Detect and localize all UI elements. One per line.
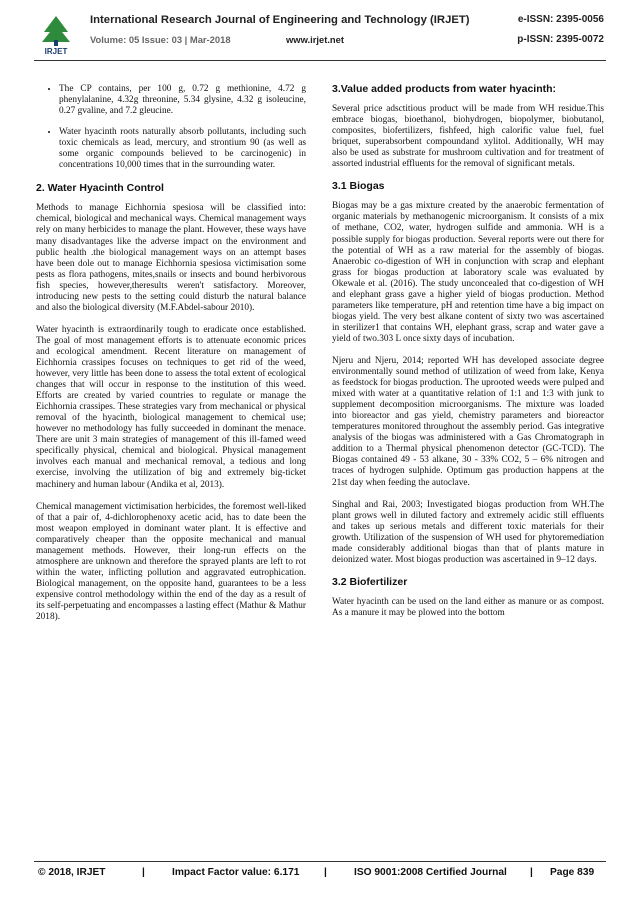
left-column — [36, 84, 306, 634]
p-issn: p-ISSN: 2395-0072 — [517, 34, 604, 45]
impact-factor: Impact Factor value: 6.171 — [172, 867, 300, 878]
volume-issue: Volume: 05 Issue: 03 | Mar-2018 — [90, 34, 231, 45]
iso-certification: ISO 9001:2008 Certified Journal — [354, 867, 507, 878]
paragraph: Biogas may be a gas mixture created by the anaerobic fermentation of organic materials by methanogenic microorganism. It consists of a mix of methane, CO2, water, hydrogen sulfide and ammonia. WH is a possible supply for biogas production. Several reports were out there for the potential of WH as a raw material for the assembly of biogas. Anaerobic co-digestion of WH in conjunction with scrap and elephant grass for biogas production at laboratory scale was evaluated by Okewale et al. (2016). The study unconcealed that co-digestion of WH and elephant grass gave a higher yield of biogas production. Method parameters like temperature, pH and retention time have a big impact on biogas yield. The very best alkane content of sixty two was ascertained in sterilizer1 that contains WH, elephant grass, scrap and water gave a yield of two.303 L once sixty days of incubation. — [332, 201, 604, 344]
list-item: • The CP contains, per 100 g, 0.72 g methionine, 4.72 g phenylalanine, 4.32g threonine, 5.34 glysine, 4.32 g isoleucine, 0.27 gvaline, and 7.2 gleucine. — [59, 84, 306, 117]
journal-title: International Research Journal of Engineering and Technology (IRJET) — [90, 14, 470, 26]
page-header — [34, 10, 606, 58]
section-heading-biofertilizer: 3.2 Biofertilizer — [332, 575, 408, 588]
paragraph: Singhal and Rai, 2003; Investigated biogas production from WH.The plant grows well in diluted factory and extremely acidic still effluents and takes up serious metals and different toxic materials for their growth. Utilization of the suspension of WH used for phytoremediation made considerably additional biogas than that of plants mature in deionized water. Most biogas production was ascertained in 9–12 days. — [332, 499, 604, 565]
journal-website-link[interactable]: www.irjet.net — [286, 34, 344, 45]
e-issn: e-ISSN: 2395-0056 — [517, 14, 604, 25]
footer-separator: | — [324, 867, 327, 878]
footer-divider — [34, 861, 606, 862]
copyright: © 2018, IRJET — [38, 867, 106, 878]
section-heading-biogas: 3.1 Biogas — [332, 180, 385, 193]
section-heading-water-hyacinth-control: 2. Water Hyacinth Control — [36, 182, 164, 195]
paragraph: Water hyacinth is extraordinarily tough to eradicate once established. The goal of most management efforts is to attenuate economic prices and ecological amendment. Recent literature on management of Eichhornia crassipes focuses on techniques to get rid of the weed, however, very little has been done to assess the total extent of ecological changes that will occur in response to the institution of this weed. Efforts are created by varied countries to regulate or manage the Eichhornia crassipes. These strategies vary from mechanical or physical removal of the hyacinth, biological management to chemical use; however no methodology has fully succeeded in dominant the menace. There are unit 3 main strategies of management of this ill-famed weed specifically physical, chemical and biological. Physical management involves each manual and mechanical removal, a tedious and long exercise, involving the utilization of big and extremely big-ticket machinery and human labour (Andika et al, 2013). — [36, 324, 306, 490]
paragraph: Several price adsctitious product will be made from WH residue.This embrace biogas, bioethanol, biohydrogen, biopolymer, biobutanol, composites, biofertilizers, fishfeed, high calorific value fuel, fuel briquet, superabsorbent compoundand xylitol. Additionally, WH may also be used as substrate for mushroom cultivation and for treatment of assorted industrial effluents for the removal of significant metals. — [332, 104, 604, 170]
footer-separator: | — [530, 867, 533, 878]
bullet-list — [36, 84, 306, 171]
irjet-logo-icon — [34, 12, 78, 56]
paragraph: Njeru and Njeru, 2014; reported WH has developed associate degree environmentally sound method of utilization of weed from lake, Kenya as feedstock for biogas production. The uprooted weeds were pulped and mixed with water at a quantitative relation of 1:1 and 1:3 with junk to supplement decomposition microorganisms. The mixture was loaded into bioreactor and gas yield, chemistry parameters and bioreactor temperatures monitored throughout the assembly period. Gas integrative analysis of the biogas was administered with a Gas Chromatograph in addition to a Thermal physical phenomenon detector (GC-TCD). The Biogas contained 49 - 53 alkane, 30 - 33% CO2, 5 – 6% nitrogen and traces of hydrogen sulphide. Optimum gas production happens at the 21st day when feeding the autoclave. — [332, 355, 604, 488]
logo-text: IRJET — [44, 47, 68, 56]
paragraph: Methods to manage Eichhornia spesiosa will be classified into: chemical, biological and mechanical ways. Chemical management ways rely on many herbicides to manage the plant. However, these ways have many disadvantages like the adverse impact on the environment and public health .the biological management ways on an attempt bases have been dole out to manage Eichhornia spesiosa victimisation some pests as flora pathogens, mites,snails or insects and bound herbivorous fish species, however,theresults weren't satisfactory. Moreover, introducing new pests to the setting could disturb the natural balance and also the biological diversity (M.F.Abdel-sabour 2010). — [36, 203, 306, 313]
paragraph: Water hyacinth can be used on the land either as manure or as compost. As a manure it may be plowed into the bottom — [332, 596, 604, 618]
header-divider — [34, 60, 606, 61]
section-heading-value-added-products: 3.Value added products from water hyacinth: — [332, 83, 557, 95]
footer-separator: | — [142, 867, 145, 878]
page-footer — [34, 867, 606, 883]
right-column — [332, 84, 604, 630]
page-number: Page 839 — [550, 867, 595, 878]
list-item: • Water hyacinth roots naturally absorb pollutants, including such toxic chemicals as lead, mercury, and strontium 90 (as well as some organic compounds believed to be carcinogenic) in concentrations 10,000 times that in the surrounding water. — [59, 127, 306, 171]
paragraph: Chemical management victimisation herbicides, the foremost well-liked of that a pair of, 4-dichlorophenoxy acetic acid, has to date been the most weapon employed in dominant water plant. It is effective and comparatively cheaper than the opposite mechanical and manual management methods. However, their long-run effects on the atmosphere are unknown and therefore the sprayed plants are left to rot within the water, inflicting pollution and aggravated eutrophication. Biological management, on the opposite hand, guarantees to be a less expensive control methodology within the end of the day as a result of its self-perpetuating and encompasses a lasting effect (Mathur & Mathur 2018). — [36, 501, 306, 623]
